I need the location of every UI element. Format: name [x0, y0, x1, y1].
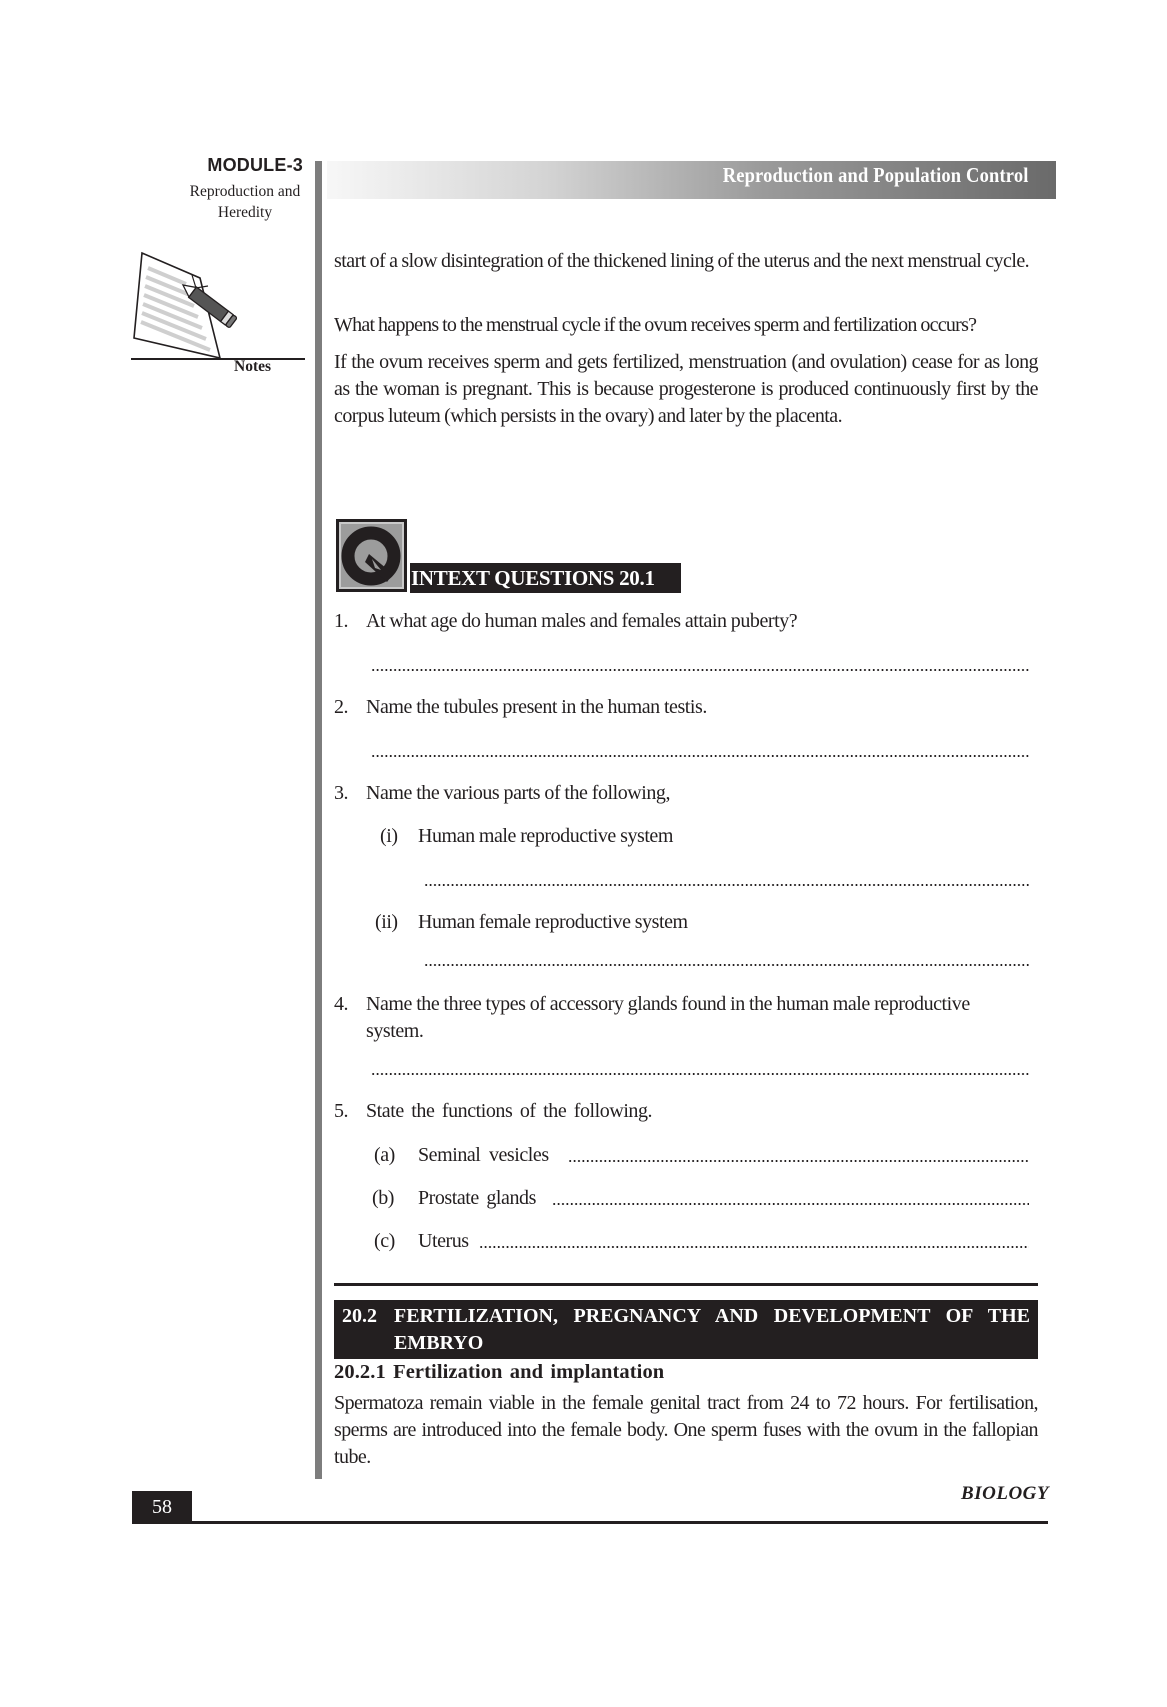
answer-line-3i[interactable] — [424, 884, 1029, 886]
sub-question-number: (a) — [374, 1144, 395, 1166]
chapter-title: Reproduction and Population Control — [723, 163, 1029, 187]
question-q-icon — [336, 519, 407, 592]
intro-paragraph-1: start of a slow disintegration of the thickened lining of the uterus and the next menstrual cycle. — [334, 250, 1030, 272]
section-heading — [334, 1300, 1038, 1359]
answer-line-5c[interactable] — [479, 1246, 1029, 1248]
answer-line-4[interactable] — [371, 1073, 1029, 1075]
question-text: State the functions of the following. — [366, 1100, 653, 1122]
question-number: 2. — [334, 696, 349, 718]
sub-question-text: Prostate glands — [418, 1187, 536, 1209]
answer-line-1[interactable] — [371, 669, 1029, 671]
sub-question-number: (b) — [372, 1187, 394, 1209]
question-text: Name the various parts of the following, — [366, 782, 671, 804]
question-number: 3. — [334, 782, 349, 804]
margin-vertical-rule — [315, 161, 322, 1479]
notes-pencil-icon — [130, 248, 240, 373]
question-text: Name the three types of accessory glands found in the human male reproductive — [366, 993, 970, 1015]
question-number: 4. — [334, 993, 349, 1015]
section-paragraph: Spermatoza remain viable in the female genital tract from 24 to 72 hours. For fertilisation, sperms are introduced into the female body. One sperm fuses with the ovum in the fallopian tube. — [334, 1392, 1038, 1468]
section-number: 20.2 — [342, 1305, 377, 1327]
sub-question-text: Uterus — [418, 1230, 469, 1252]
question-text: Name the tubules present in the human testis. — [366, 696, 707, 718]
footer-rule — [192, 1521, 1048, 1524]
module-subtitle-line1: Reproduction and — [189, 183, 301, 200]
answer-line-5b[interactable] — [552, 1203, 1029, 1205]
question-number: 5. — [334, 1100, 349, 1122]
section-separator — [334, 1283, 1038, 1286]
footer-subject: BIOLOGY — [961, 1483, 1049, 1504]
answer-line-2[interactable] — [371, 755, 1029, 757]
question-text: At what age do human males and females attain puberty? — [366, 610, 798, 632]
sub-question-number: (c) — [374, 1230, 395, 1252]
question-number: 1. — [334, 610, 349, 632]
notes-label: Notes — [234, 358, 272, 375]
module-title: MODULE-3 — [207, 155, 303, 175]
sub-question-text: Seminal vesicles — [418, 1144, 549, 1166]
intro-paragraph-2: What happens to the menstrual cycle if the ovum receives sperm and fertilization occurs? — [334, 314, 977, 336]
subsection-title: 20.2.1 Fertilization and implantation — [334, 1361, 665, 1383]
sub-question-text: Human female reproductive system — [418, 911, 688, 933]
question-text-line2: system. — [366, 1020, 424, 1042]
answer-line-3ii[interactable] — [424, 964, 1029, 966]
intext-questions-title: INTEXT QUESTIONS 20.1 — [410, 563, 681, 593]
sub-question-number: (ii) — [375, 911, 398, 933]
sub-question-text: Human male reproductive system — [418, 825, 673, 847]
sub-question-number: (i) — [380, 825, 398, 847]
answer-line-5a[interactable] — [568, 1160, 1029, 1162]
page-number: 58 — [132, 1491, 192, 1524]
module-subtitle — [170, 181, 320, 223]
section-title: FERTILIZATION, PREGNANCY AND DEVELOPMENT OF THE EMBRYO — [394, 1305, 1030, 1354]
module-subtitle-line2: Heredity — [217, 204, 273, 221]
intro-paragraph-3: If the ovum receives sperm and gets fertilized, menstruation (and ovulation) cease for as long as the woman is pregnant. This is because progesterone is produced continuously first by the corpus luteum (which persists in the ovary) and later by the placenta. — [334, 351, 1038, 427]
